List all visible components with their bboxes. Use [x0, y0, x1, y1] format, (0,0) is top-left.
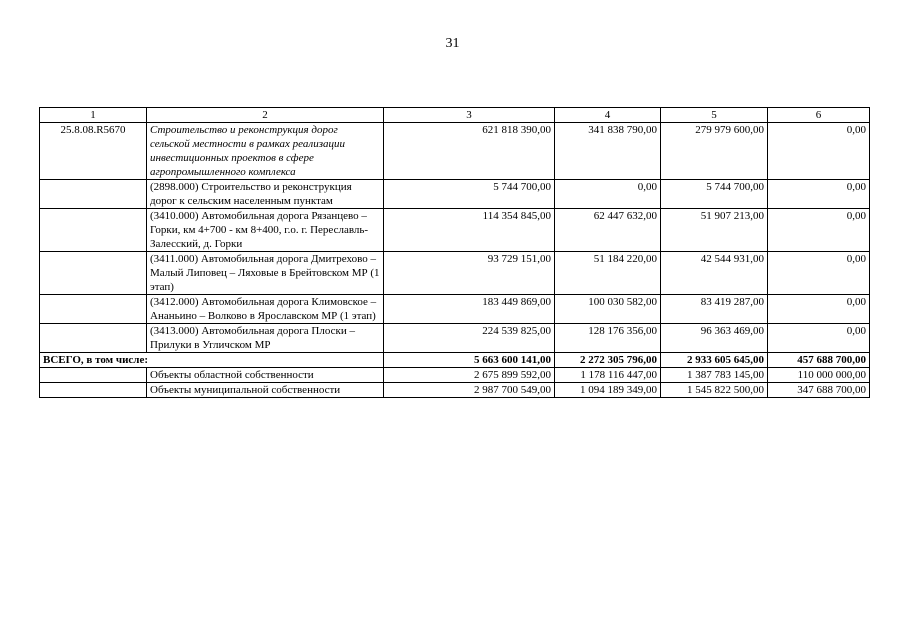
amount-cell: 0,00 [768, 209, 870, 252]
amount-cell: 110 000 000,00 [768, 368, 870, 383]
column-number-row [40, 108, 870, 123]
item-name: (3412.000) Автомобильная дорога Климовское – Ананьино – Волково в Ярославском МР (1 этап) [147, 295, 384, 324]
total-label: ВСЕГО, в том числе: [40, 353, 384, 368]
budget-code [40, 180, 147, 209]
budget-code: 25.8.08.R5670 [40, 123, 147, 180]
amount-cell: 621 818 390,00 [384, 123, 555, 180]
total-amount: 2 933 605 645,00 [661, 353, 768, 368]
item-name: (3411.000) Автомобильная дорога Дмитрехово – Малый Липовец – Ляховые в Брейтовском МР (1 этап) [147, 252, 384, 295]
amount-cell: 42 544 931,00 [661, 252, 768, 295]
column-header: 2 [147, 108, 384, 123]
amount-cell: 96 363 469,00 [661, 324, 768, 353]
amount-cell: 0,00 [768, 324, 870, 353]
breakdown-row [40, 383, 870, 398]
table-row [40, 123, 870, 180]
item-name: (3410.000) Автомобильная дорога Рязанцево – Горки, км 4+700 - км 8+400, г.о. г. Переславль-Залесский, д. Горки [147, 209, 384, 252]
amount-cell: 0,00 [555, 180, 661, 209]
amount-cell: 1 545 822 500,00 [661, 383, 768, 398]
amount-cell: 128 176 356,00 [555, 324, 661, 353]
budget-code [40, 324, 147, 353]
budget-table [39, 107, 870, 398]
budget-code [40, 295, 147, 324]
column-header: 6 [768, 108, 870, 123]
amount-cell: 1 387 783 145,00 [661, 368, 768, 383]
item-name: Строительство и реконструкция дорог сельской местности в рамках реализации инвестиционных проектов в сфере агропромышленного комплекса [147, 123, 384, 180]
amount-cell: 83 419 287,00 [661, 295, 768, 324]
amount-cell: 5 744 700,00 [661, 180, 768, 209]
column-header: 4 [555, 108, 661, 123]
amount-cell: 0,00 [768, 180, 870, 209]
budget-code [40, 252, 147, 295]
table-row [40, 252, 870, 295]
amount-cell: 1 178 116 447,00 [555, 368, 661, 383]
total-amount: 457 688 700,00 [768, 353, 870, 368]
table-row [40, 180, 870, 209]
amount-cell: 51 907 213,00 [661, 209, 768, 252]
amount-cell: 224 539 825,00 [384, 324, 555, 353]
total-amount: 2 272 305 796,00 [555, 353, 661, 368]
amount-cell: 279 979 600,00 [661, 123, 768, 180]
column-header: 1 [40, 108, 147, 123]
breakdown-name: Объекты областной собственности [147, 368, 384, 383]
amount-cell: 0,00 [768, 295, 870, 324]
column-header: 3 [384, 108, 555, 123]
total-row [40, 353, 870, 368]
amount-cell: 0,00 [768, 252, 870, 295]
amount-cell: 183 449 869,00 [384, 295, 555, 324]
amount-cell: 62 447 632,00 [555, 209, 661, 252]
column-header: 5 [661, 108, 768, 123]
table-row [40, 324, 870, 353]
amount-cell: 347 688 700,00 [768, 383, 870, 398]
amount-cell: 114 354 845,00 [384, 209, 555, 252]
amount-cell: 341 838 790,00 [555, 123, 661, 180]
page-number: 31 [445, 36, 460, 51]
amount-cell: 2 987 700 549,00 [384, 383, 555, 398]
amount-cell: 93 729 151,00 [384, 252, 555, 295]
item-name: (2898.000) Строительство и реконструкция дорог к сельским населенным пунктам [147, 180, 384, 209]
breakdown-row [40, 368, 870, 383]
empty-code-cell [40, 368, 147, 383]
table-row [40, 295, 870, 324]
item-name: (3413.000) Автомобильная дорога Плоски – Прилуки в Угличском МР [147, 324, 384, 353]
amount-cell: 51 184 220,00 [555, 252, 661, 295]
amount-cell: 0,00 [768, 123, 870, 180]
budget-code [40, 209, 147, 252]
amount-cell: 1 094 189 349,00 [555, 383, 661, 398]
amount-cell: 2 675 899 592,00 [384, 368, 555, 383]
total-amount: 5 663 600 141,00 [384, 353, 555, 368]
breakdown-name: Объекты муниципальной собственности [147, 383, 384, 398]
amount-cell: 100 030 582,00 [555, 295, 661, 324]
table-row [40, 209, 870, 252]
empty-code-cell [40, 383, 147, 398]
amount-cell: 5 744 700,00 [384, 180, 555, 209]
